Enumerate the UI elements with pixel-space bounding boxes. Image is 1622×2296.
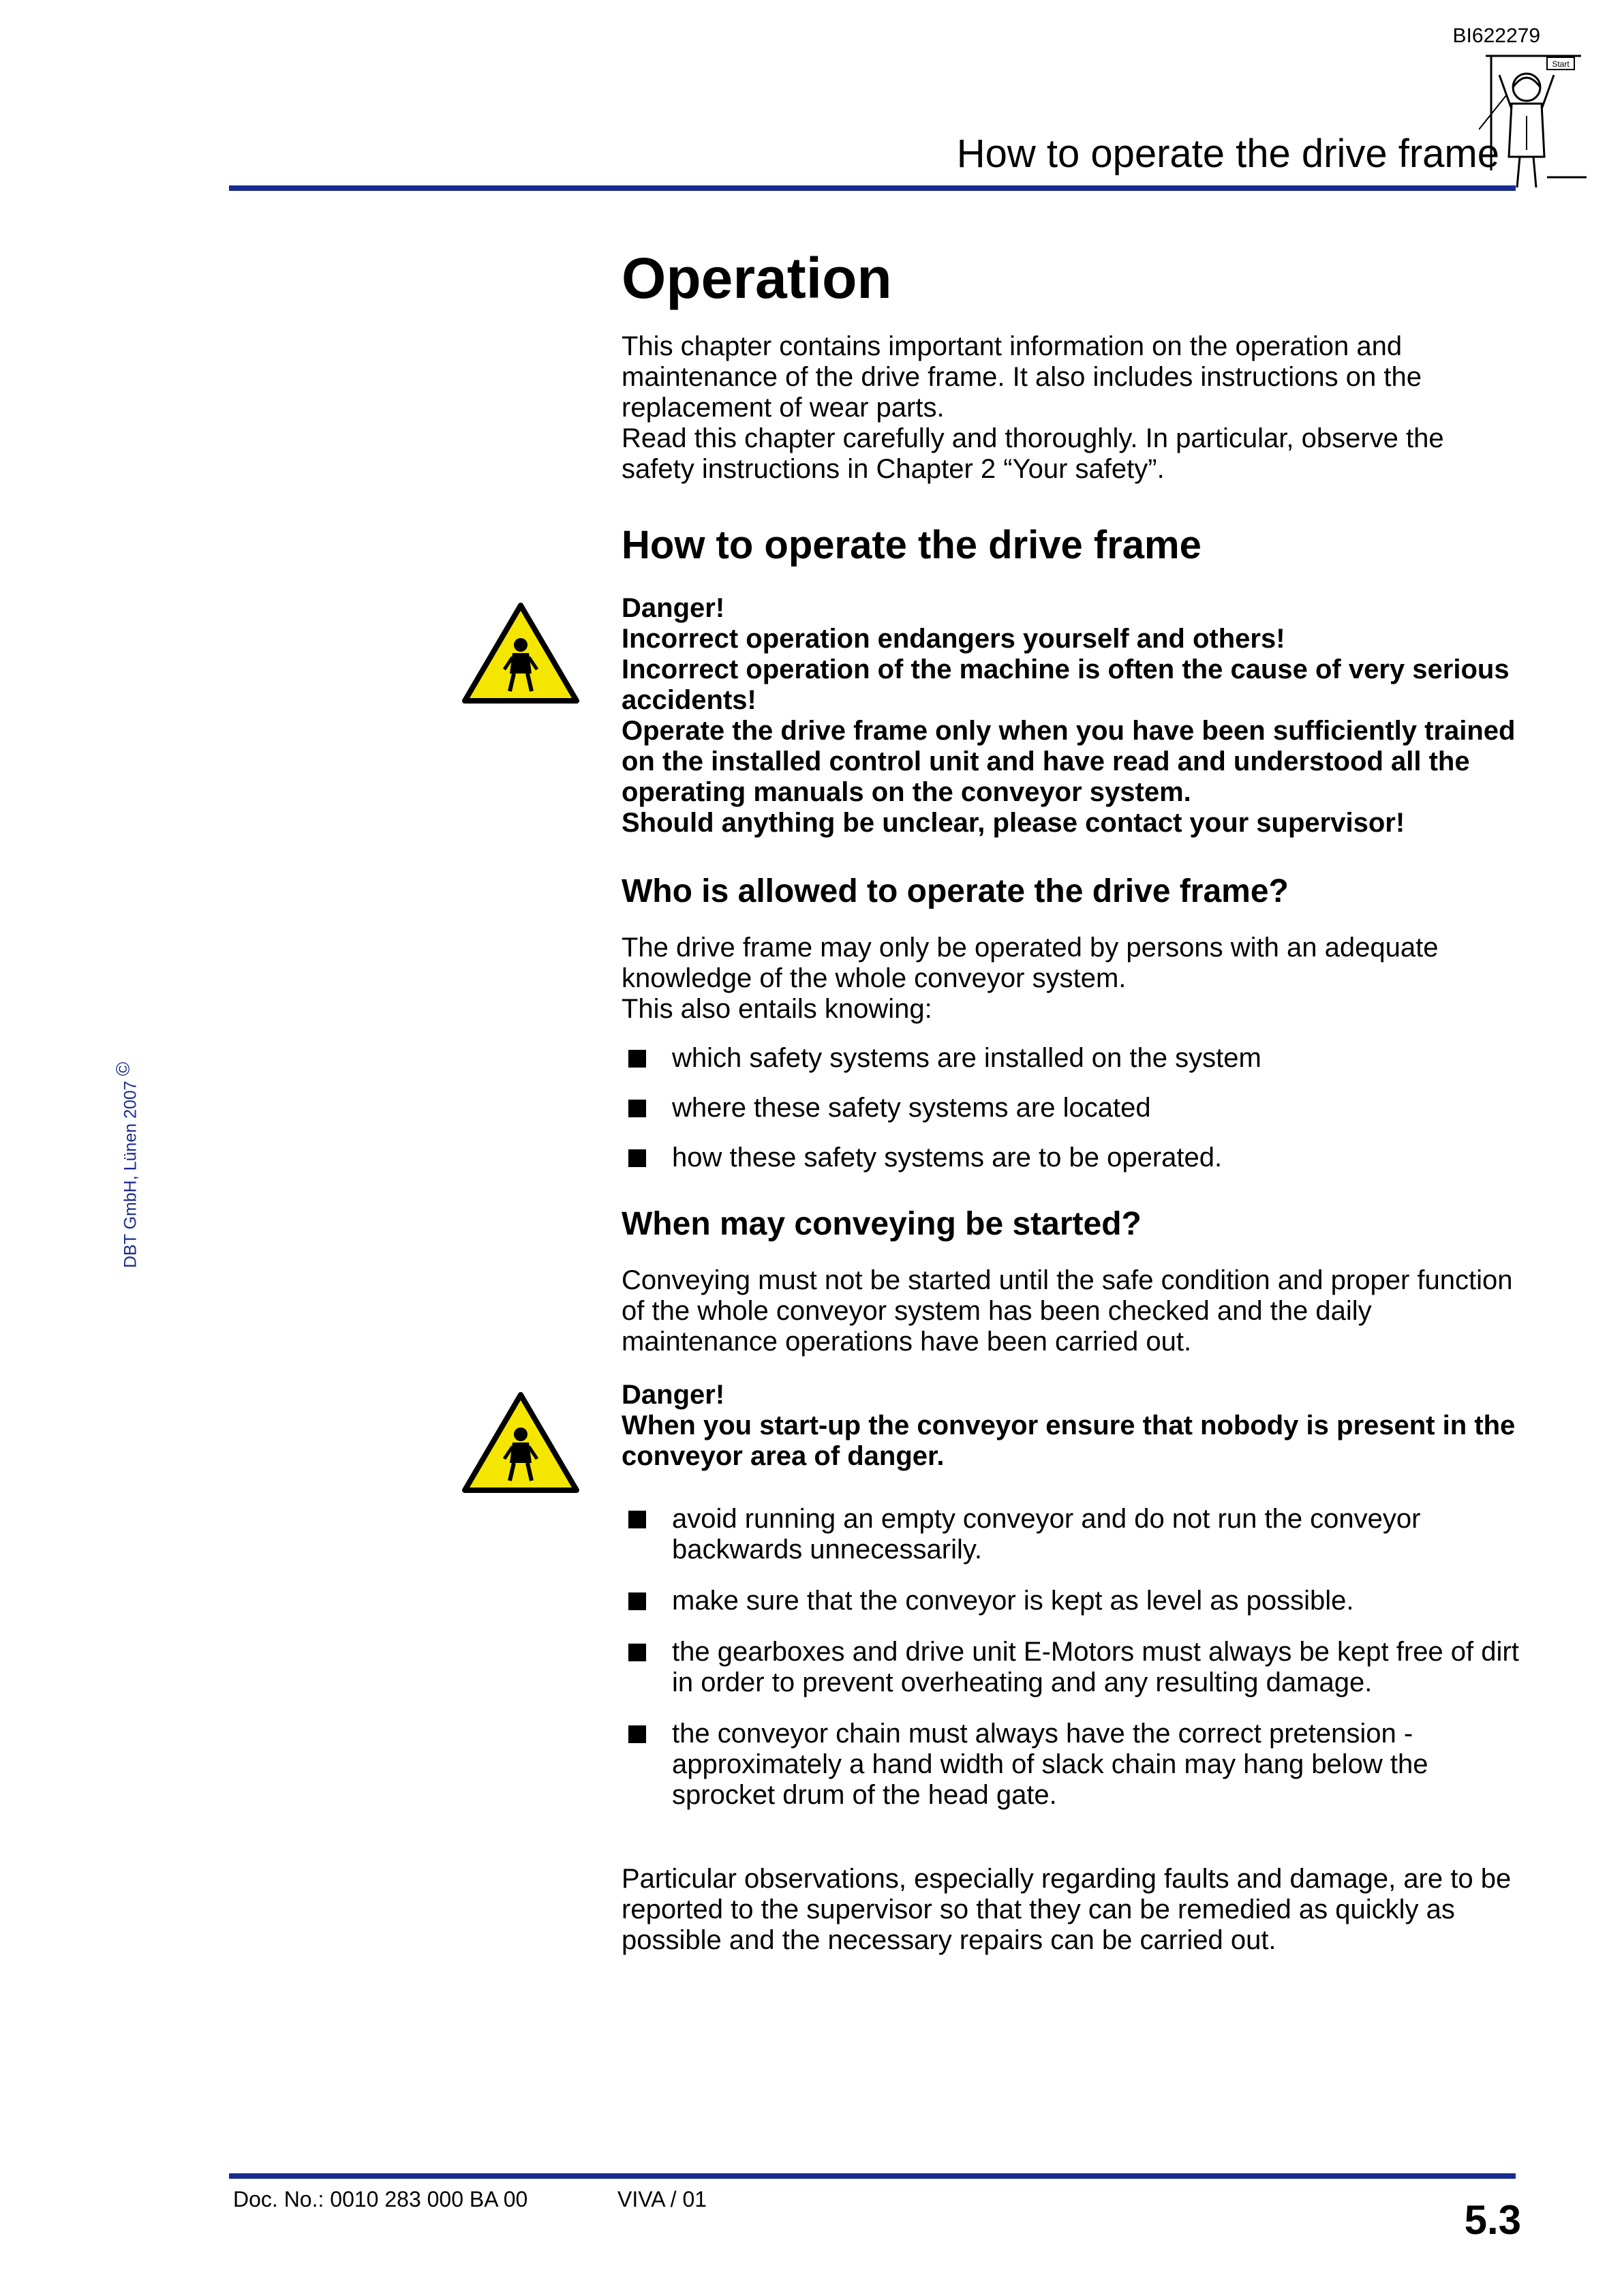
footer-rule: [229, 2173, 1516, 2179]
list-item: which safety systems are installed on the system: [622, 1043, 1521, 1074]
bullet-square-icon: [628, 1149, 646, 1167]
bullet-square-icon: [628, 1100, 646, 1117]
page-header-title: How to operate the drive frame: [956, 132, 1499, 176]
list-item: the gearboxes and drive unit E-Motors must always be kept free of dirt in order to prevent overheating and any resulting damage.: [622, 1637, 1521, 1698]
section-heading: [622, 524, 1521, 567]
danger-notice-2: [622, 1380, 1521, 1472]
danger-notice-1: [622, 593, 1521, 839]
closing-paragraph: Particular observations, especially regarding faults and damage, are to be reported to the supervisor so that they can be remedied as quickly as possible and the necessary repairs can be carried out.: [622, 1864, 1512, 1955]
document-id: BI622279: [1452, 25, 1540, 47]
closing-block: [622, 1864, 1521, 1956]
list-item: how these safety systems are to be operated.: [622, 1143, 1521, 1173]
bullet-square-icon: [628, 1644, 646, 1661]
operation-bullet-list: [622, 1504, 1521, 1811]
danger-2-line-2: When you start-up the conveyor ensure that nobody is present in the conveyor area of danger.: [622, 1410, 1516, 1471]
danger-1-line-4: Operate the drive frame only when you have been sufficiently trained on the installed control unit and have read and understood all the operating manuals on the conveyor system.: [622, 716, 1516, 807]
when-body: [622, 1265, 1521, 1357]
list-item: avoid running an empty conveyor and do not run the conveyor backwards unnecessarily.: [622, 1504, 1521, 1565]
danger-1-line-2: Incorrect operation endangers yourself and others!: [622, 624, 1285, 654]
who-paragraph-2: This also entails knowing:: [622, 994, 932, 1024]
who-body: [622, 933, 1521, 1025]
when-heading: [622, 1207, 1521, 1243]
logo-label: Start: [1552, 59, 1570, 69]
who-heading: [622, 874, 1521, 910]
side-copyright: [112, 1062, 140, 1268]
intro-block: [622, 331, 1521, 485]
when-title: When may conveying be started?: [622, 1206, 1142, 1242]
bullet-square-icon: [628, 1592, 646, 1610]
danger-1-line-3: Incorrect operation of the machine is often the cause of very serious accidents!: [622, 654, 1510, 715]
list-item: where these safety systems are located: [622, 1093, 1521, 1123]
warning-triangle-icon: [461, 601, 581, 705]
header-rule: [229, 185, 1516, 191]
who-title: Who is allowed to operate the drive frame?: [622, 873, 1289, 909]
footer-version: VIVA / 01: [617, 2187, 707, 2211]
danger-2-line-1: Danger!: [622, 1380, 725, 1410]
danger-1-line-5: Should anything be unclear, please contact your supervisor!: [622, 808, 1405, 838]
bullet-square-icon: [628, 1050, 646, 1068]
list-item: the conveyor chain must always have the correct pretension - approximately a hand width of slack chain may hang below the sprocket drum of the head gate.: [622, 1719, 1521, 1811]
chapter-title: Operation: [622, 246, 892, 310]
side-company-text: DBT GmbH, Lünen 2007: [121, 1081, 140, 1268]
when-paragraph: Conveying must not be started until the safe condition and proper function of the whole conveyor system has been checked and the daily maintenance operations have been carried out.: [622, 1265, 1513, 1357]
copyright-symbol: ©: [112, 1061, 134, 1076]
worker-at-start-station-icon: [1479, 48, 1588, 191]
bullet-square-icon: [628, 1725, 646, 1743]
list-item: make sure that the conveyor is kept as level as possible.: [622, 1586, 1521, 1616]
section-title: How to operate the drive frame: [622, 523, 1202, 567]
page-number: 5.3: [1464, 2197, 1521, 2243]
intro-paragraph-1: This chapter contains important information on the operation and maintenance of the drive frame. It also includes instructions on the replacement of wear parts.: [622, 331, 1422, 423]
intro-paragraph-2: Read this chapter carefully and thoroughly. In particular, observe the safety instructions in Chapter 2 “Your safety”.: [622, 423, 1444, 484]
who-bullet-list: [622, 1043, 1521, 1173]
footer-doc-number: Doc. No.: 0010 283 000 BA 00: [233, 2187, 528, 2211]
chapter-heading: [622, 247, 1521, 309]
warning-triangle-icon: [461, 1391, 581, 1494]
who-paragraph-1: The drive frame may only be operated by persons with an adequate knowledge of the whole conveyor system.: [622, 933, 1439, 993]
danger-1-line-1: Danger!: [622, 593, 725, 623]
bullet-square-icon: [628, 1511, 646, 1528]
